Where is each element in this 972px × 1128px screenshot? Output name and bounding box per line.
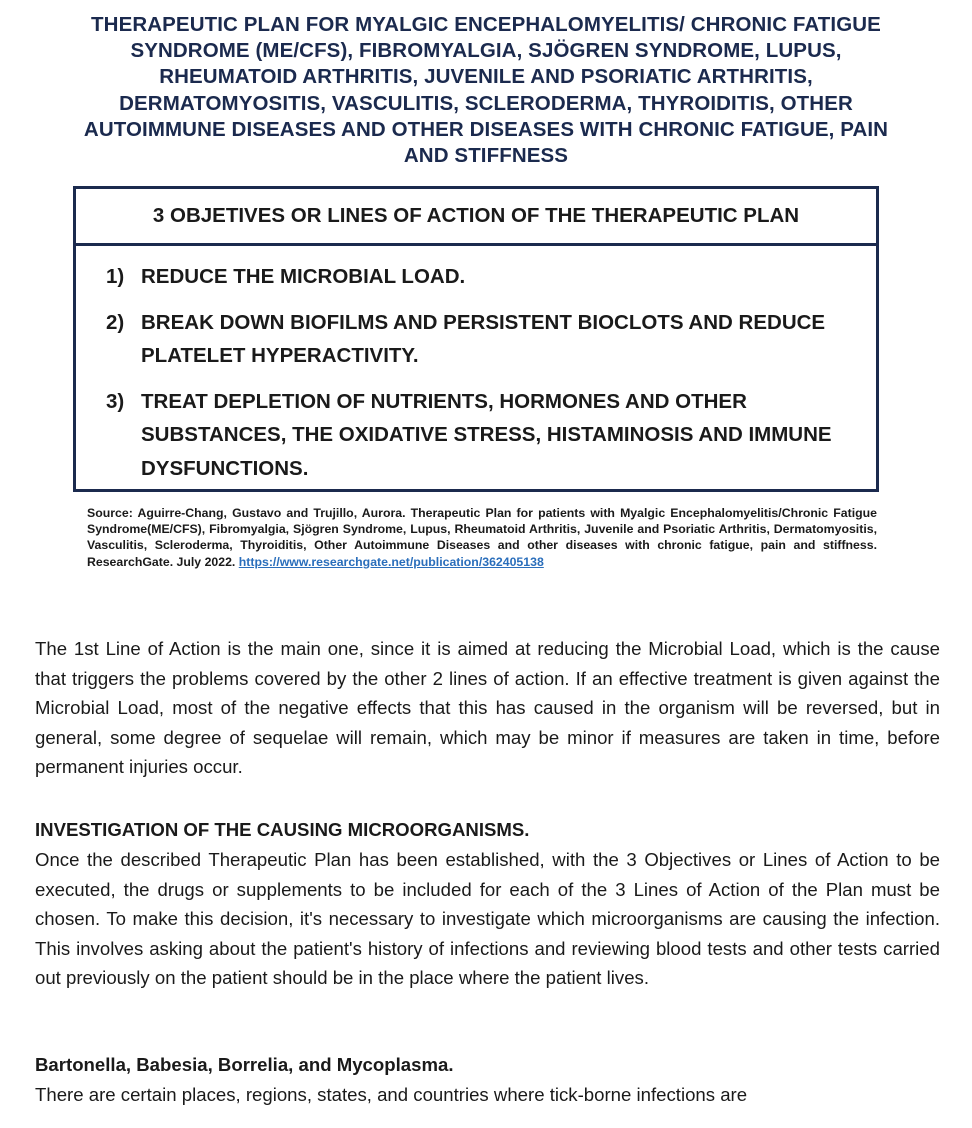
paragraph-first-line-of-action: The 1st Line of Action is the main one, since it is aimed at reducing the Microbial Load, which is the cause that triggers the problems covered by the other 2 lines of action. If an effective treatment is given against the Microbial Load, most of the negative effects that this has caused in the organism will be reversed, but in general, some degree of sequelae will remain, which may be minor if measures are taken in time, before permanent injuries occur. xyxy=(35,638,940,778)
source-citation-text: Source: Aguirre-Chang, Gustavo and Trujillo, Aurora. Therapeutic Plan for patients with Myalgic Encephalomyelitis/Chronic Fatigue Syndrome(ME/CFS), Fibromyalgia, Sjögren Syndrome, Lupus, Rheumatoid Arthritis, Juvenile and Psoriatic Arthritis, Dermatomyositis, Vasculitis, Scleroderma, Thyroiditis, Other Autoimmune Diseases and other diseases with chronic fatigue, pain and stiffness. ResearchGate. July 2022. xyxy=(87,506,877,569)
section-heading-tick-borne: Bartonella, Babesia, Borrelia, and Mycoplasma. xyxy=(35,1054,454,1075)
objectives-list xyxy=(106,260,851,497)
paragraph-tick-borne: There are certain places, regions, states, and countries where tick-borne infections are xyxy=(35,1084,748,1105)
objective-number: 1) xyxy=(106,265,125,288)
objectives-box-header: 3 OBJETIVES OR LINES OF ACTION OF THE THERAPEUTIC PLAN xyxy=(76,189,876,246)
paragraph-investigation: Once the described Therapeutic Plan has been established, with the 3 Objectives or Lines of Action to be executed, the drugs or supplements to be included for each of the 3 Lines of Action of the Plan must be chosen. To make this decision, it's necessary to investigate which microorganisms are causing the infection. This involves asking about the patient's history of infections and reviewing blood tests and other tests carried out previously on the patient should be in the place where the patient lives. xyxy=(35,849,940,989)
source-link[interactable]: https://www.researchgate.net/publication/362405138 xyxy=(238,554,544,569)
objective-item xyxy=(106,260,851,294)
objective-text: BREAK DOWN BIOFILMS AND PERSISTENT BIOCLOTS AND REDUCE PLATELET HYPERACTIVITY. xyxy=(141,310,826,367)
objective-number: 2) xyxy=(106,310,125,334)
objective-item xyxy=(106,306,851,373)
document-title: THERAPEUTIC PLAN FOR MYALGIC ENCEPHALOMYELITIS/ CHRONIC FATIGUE SYNDROME (ME/CFS), FIBROMYALGIA, SJÖGREN SYNDROME, LUPUS, RHEUMATOID ARTHRITIS, JUVENILE AND PSORIATIC ARTHRITIS, DERMATOMYOSITIS, VASCULITIS, SCLERODERMA, THYROIDITIS, OTHER AUTOIMMUNE DISEASES AND OTHER DISEASES WITH CHRONIC FATIGUE, PAIN AND STIFFNESS xyxy=(83,13,889,168)
objectives-box xyxy=(73,186,879,492)
objective-text: TREAT DEPLETION OF NUTRIENTS, HORMONES AND OTHER SUBSTANCES, THE OXIDATIVE STRESS, HISTAMINOSIS AND IMMUNE DYSFUNCTIONS. xyxy=(141,389,832,480)
section-heading-investigation: INVESTIGATION OF THE CAUSING MICROORGANISMS. xyxy=(35,819,530,840)
objective-item xyxy=(106,385,851,486)
objective-number: 3) xyxy=(106,389,125,413)
source-citation xyxy=(87,505,877,570)
objective-text: REDUCE THE MICROBIAL LOAD. xyxy=(141,265,466,288)
